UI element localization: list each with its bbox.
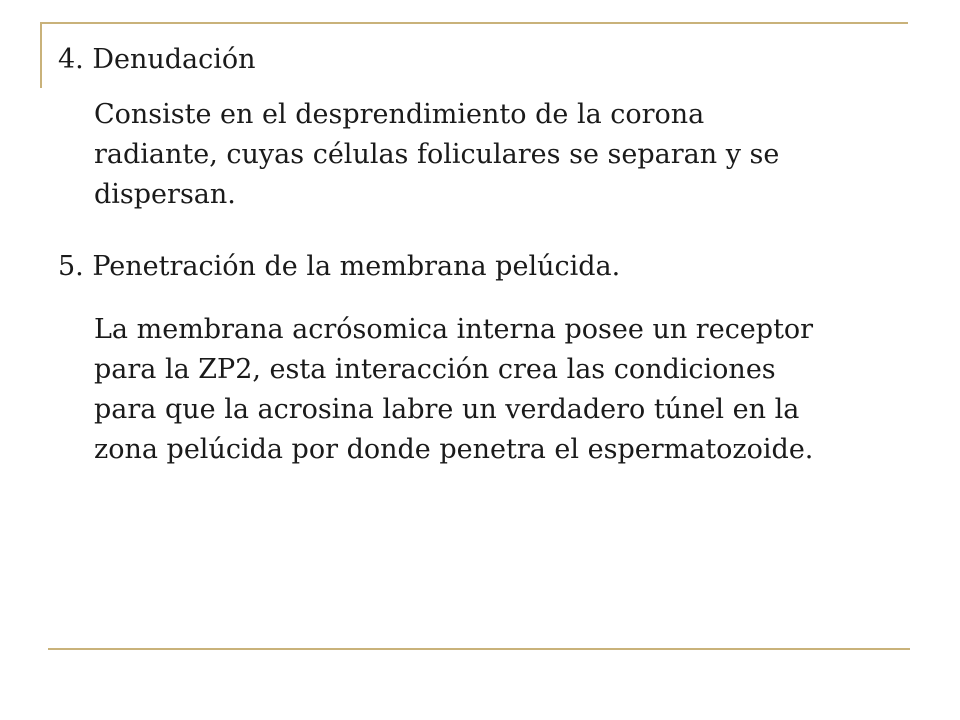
section-heading-denudacion: 4. Denudación (58, 44, 256, 75)
paragraph-line: para que la acrosina labre un verdadero túnel en la (94, 394, 800, 425)
section-paragraph-denudacion (94, 95, 914, 215)
paragraph-line: La membrana acrósomica interna posee un receptor (94, 314, 814, 345)
paragraph-line: zona pelúcida por donde penetra el espermatozoide. (94, 434, 814, 465)
paragraph-line: para la ZP2, esta interacción crea las condiciones (94, 354, 776, 385)
paragraph-line: radiante, cuyas células foliculares se separan y se (94, 139, 780, 170)
section-paragraph-penetracion (94, 310, 914, 470)
section-heading-penetracion: 5. Penetración de la membrana pelúcida. (58, 251, 621, 282)
top-rule (40, 22, 908, 24)
bottom-rule (48, 648, 910, 650)
paragraph-line: Consiste en el desprendimiento de la corona (94, 99, 705, 130)
paragraph-line: dispersan. (94, 179, 236, 210)
left-accent-rule (40, 22, 42, 88)
